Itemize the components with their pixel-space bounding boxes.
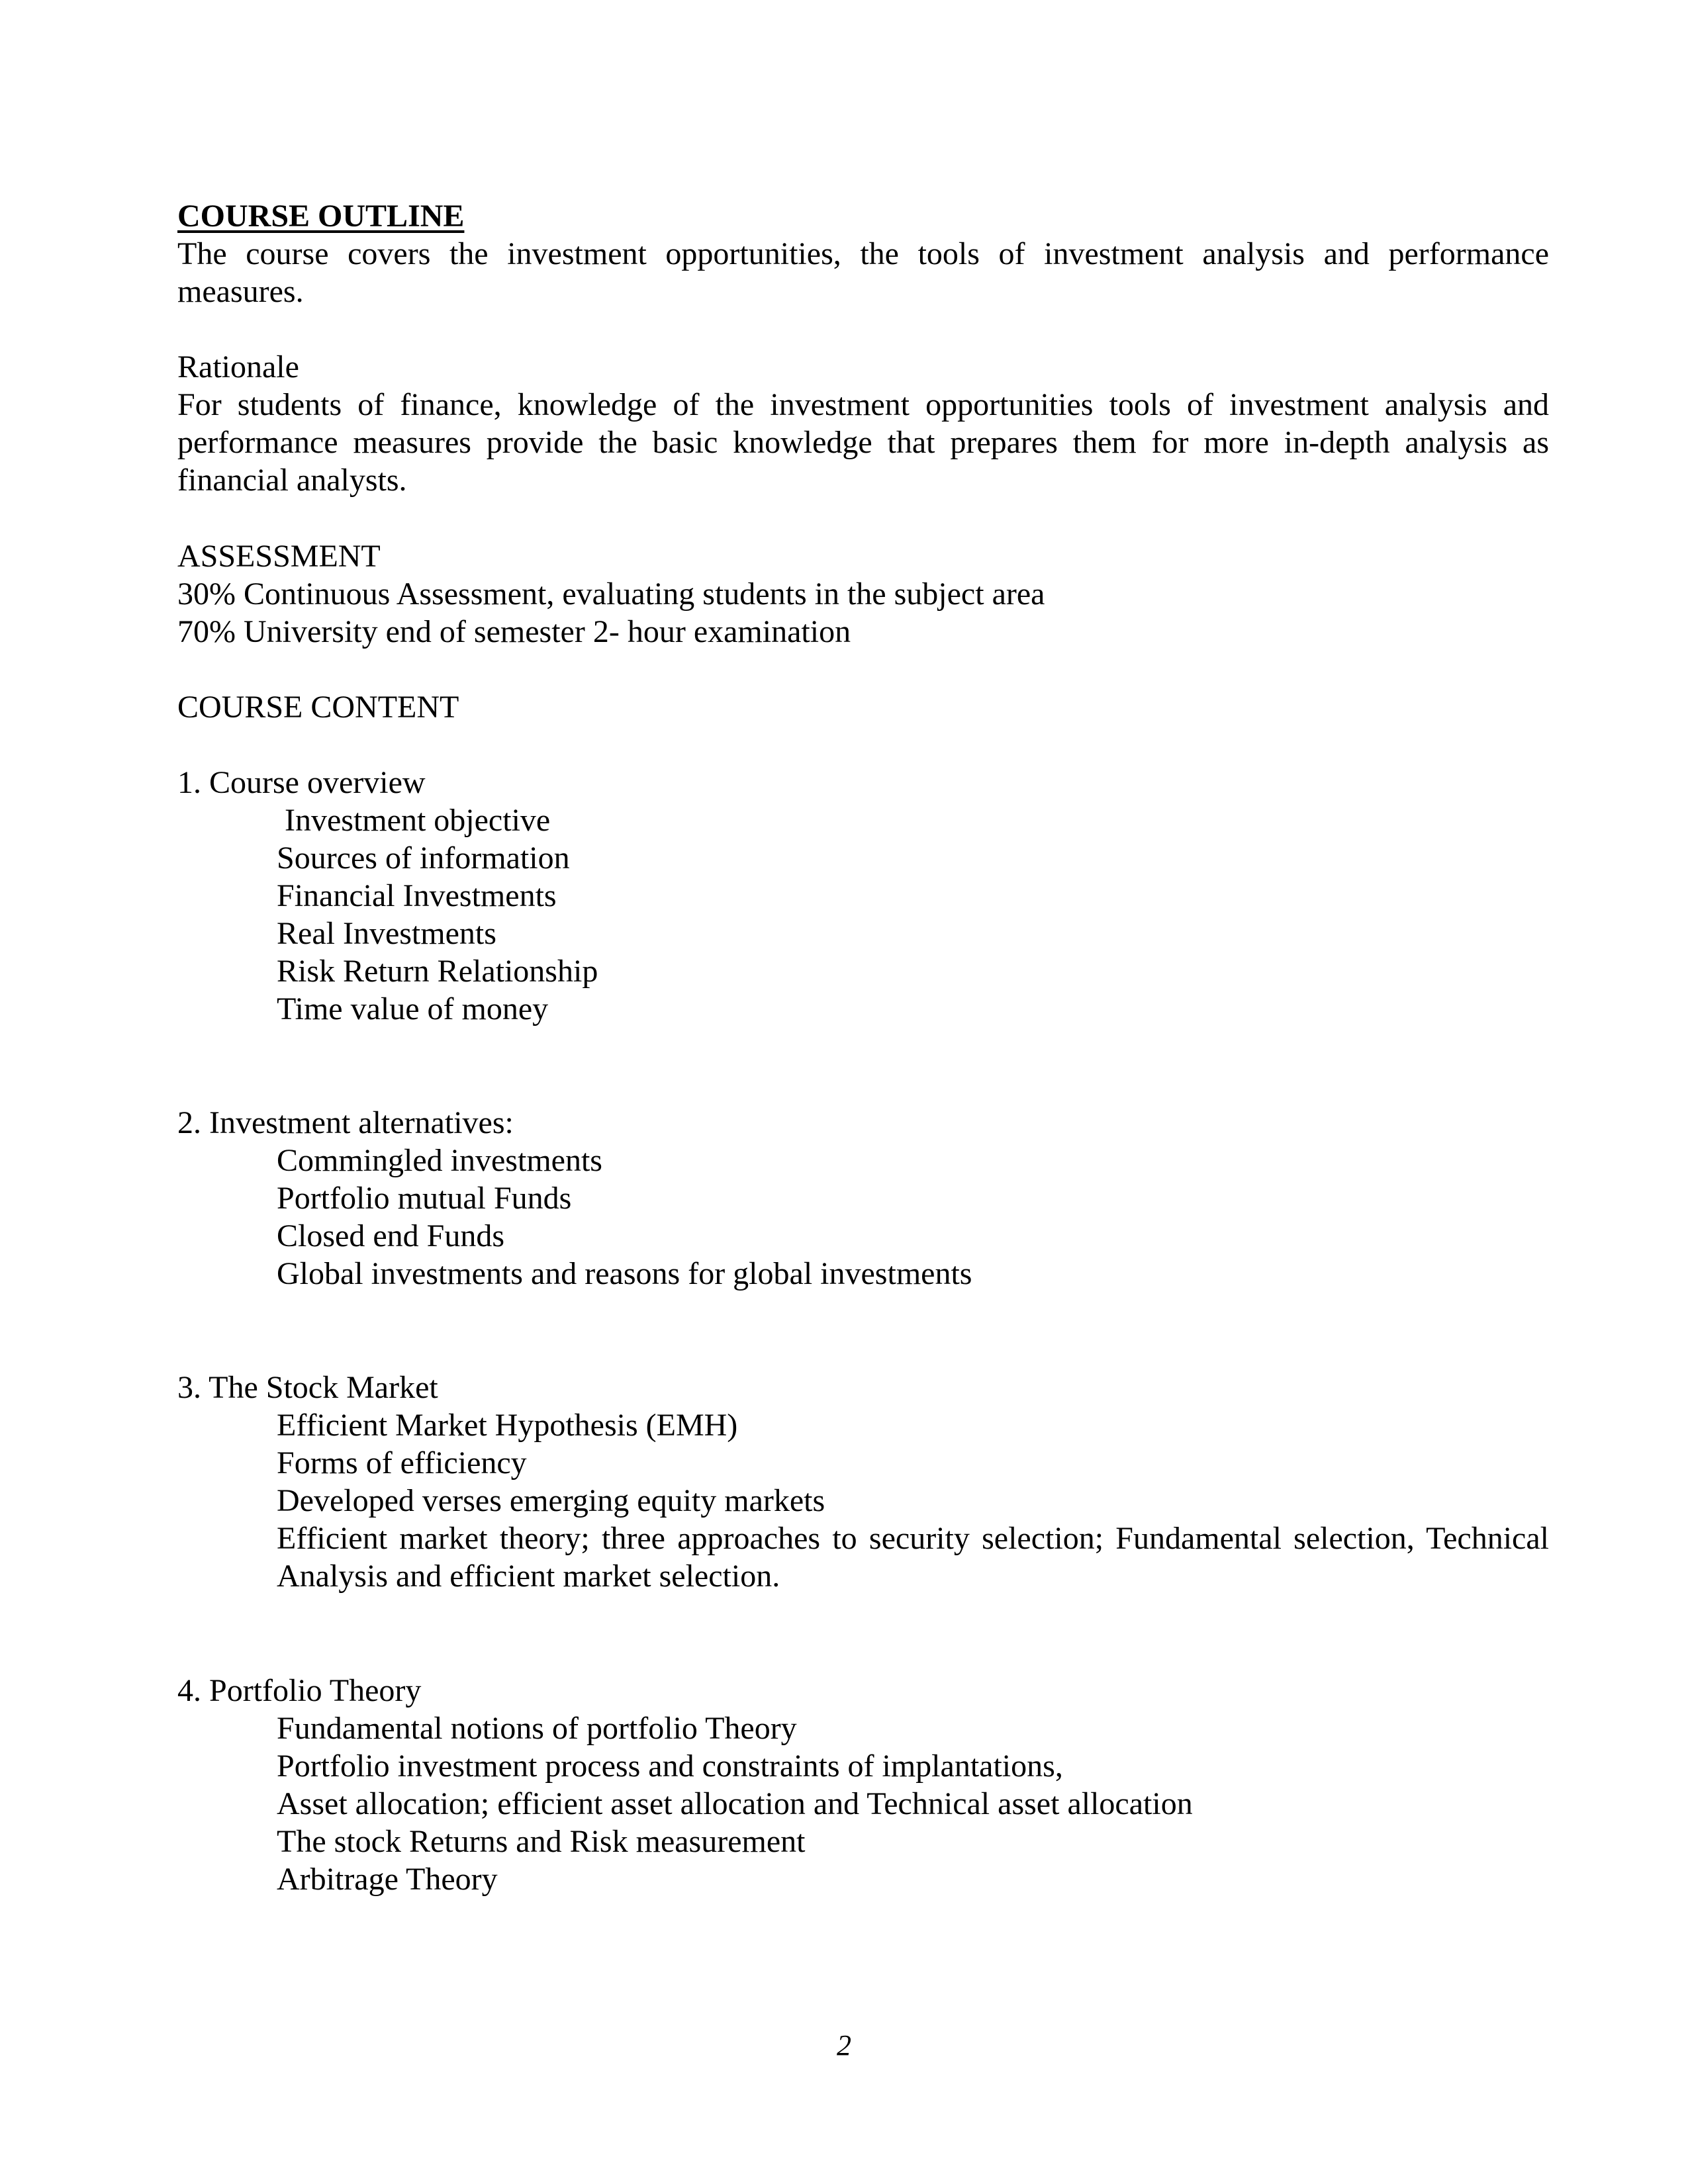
rationale-label: Rationale [177, 349, 299, 385]
list-item: Real Investments [277, 916, 496, 951]
page-title: COURSE OUTLINE [177, 199, 465, 234]
section-stock-market [177, 1369, 1549, 1595]
list-item: Closed end Funds [277, 1218, 505, 1253]
section-course-overview [177, 764, 1549, 1028]
list-item: Asset allocation; efficient asset allocation and Technical asset allocation [277, 1786, 1193, 1821]
list-item: Risk Return Relationship [277, 954, 598, 989]
section-investment-alternatives [177, 1104, 1549, 1293]
assessment-item: 30% Continuous Assessment, evaluating students in the subject area [177, 576, 1045, 612]
section-title: 4. Portfolio Theory [177, 1673, 422, 1708]
list-item: Efficient Market Hypothesis (EMH) [277, 1408, 738, 1443]
list-item: Financial Investments [277, 878, 557, 913]
content-heading-block [177, 688, 1549, 726]
list-item: Efficient market theory; three approaches to security selection; Fundamental selection, Technical Analysis and efficient market selection. [277, 1521, 1549, 1594]
rationale-block [177, 348, 1549, 499]
list-item: Developed verses emerging equity markets [277, 1483, 825, 1518]
section-title: 3. The Stock Market [177, 1370, 438, 1405]
rationale-paragraph: For students of finance, knowledge of the investment opportunities tools of investment analysis and performance measures provide the basic knowledge that prepares them for more in-depth analysis as financial analysts. [177, 387, 1549, 498]
list-item: Global investments and reasons for global investments [277, 1256, 972, 1291]
list-item: Investment objective [277, 803, 551, 838]
section-portfolio-theory [177, 1672, 1549, 1898]
list-item: Commingled investments [277, 1143, 602, 1178]
course-content-label: COURSE CONTENT [177, 690, 459, 725]
list-item: Portfolio mutual Funds [277, 1181, 572, 1216]
list-item: The stock Returns and Risk measurement [277, 1824, 806, 1859]
intro-paragraph: The course covers the investment opportunities, the tools of investment analysis and performance measures. [177, 236, 1549, 309]
list-item: Arbitrage Theory [277, 1862, 498, 1897]
list-item: Sources of information [277, 841, 570, 876]
assessment-label: ASSESSMENT [177, 539, 381, 574]
assessment-block [177, 537, 1549, 651]
list-item: Portfolio investment process and constraints of implantations, [277, 1749, 1063, 1784]
list-item: Fundamental notions of portfolio Theory [277, 1711, 797, 1746]
assessment-item: 70% University end of semester 2- hour examination [177, 614, 851, 649]
list-item: Time value of money [277, 991, 549, 1026]
outline-block [177, 197, 1549, 310]
section-title: 1. Course overview [177, 765, 426, 800]
list-item: Forms of efficiency [277, 1445, 527, 1480]
page-number: 2 [837, 2029, 851, 2062]
section-title: 2. Investment alternatives: [177, 1105, 514, 1140]
